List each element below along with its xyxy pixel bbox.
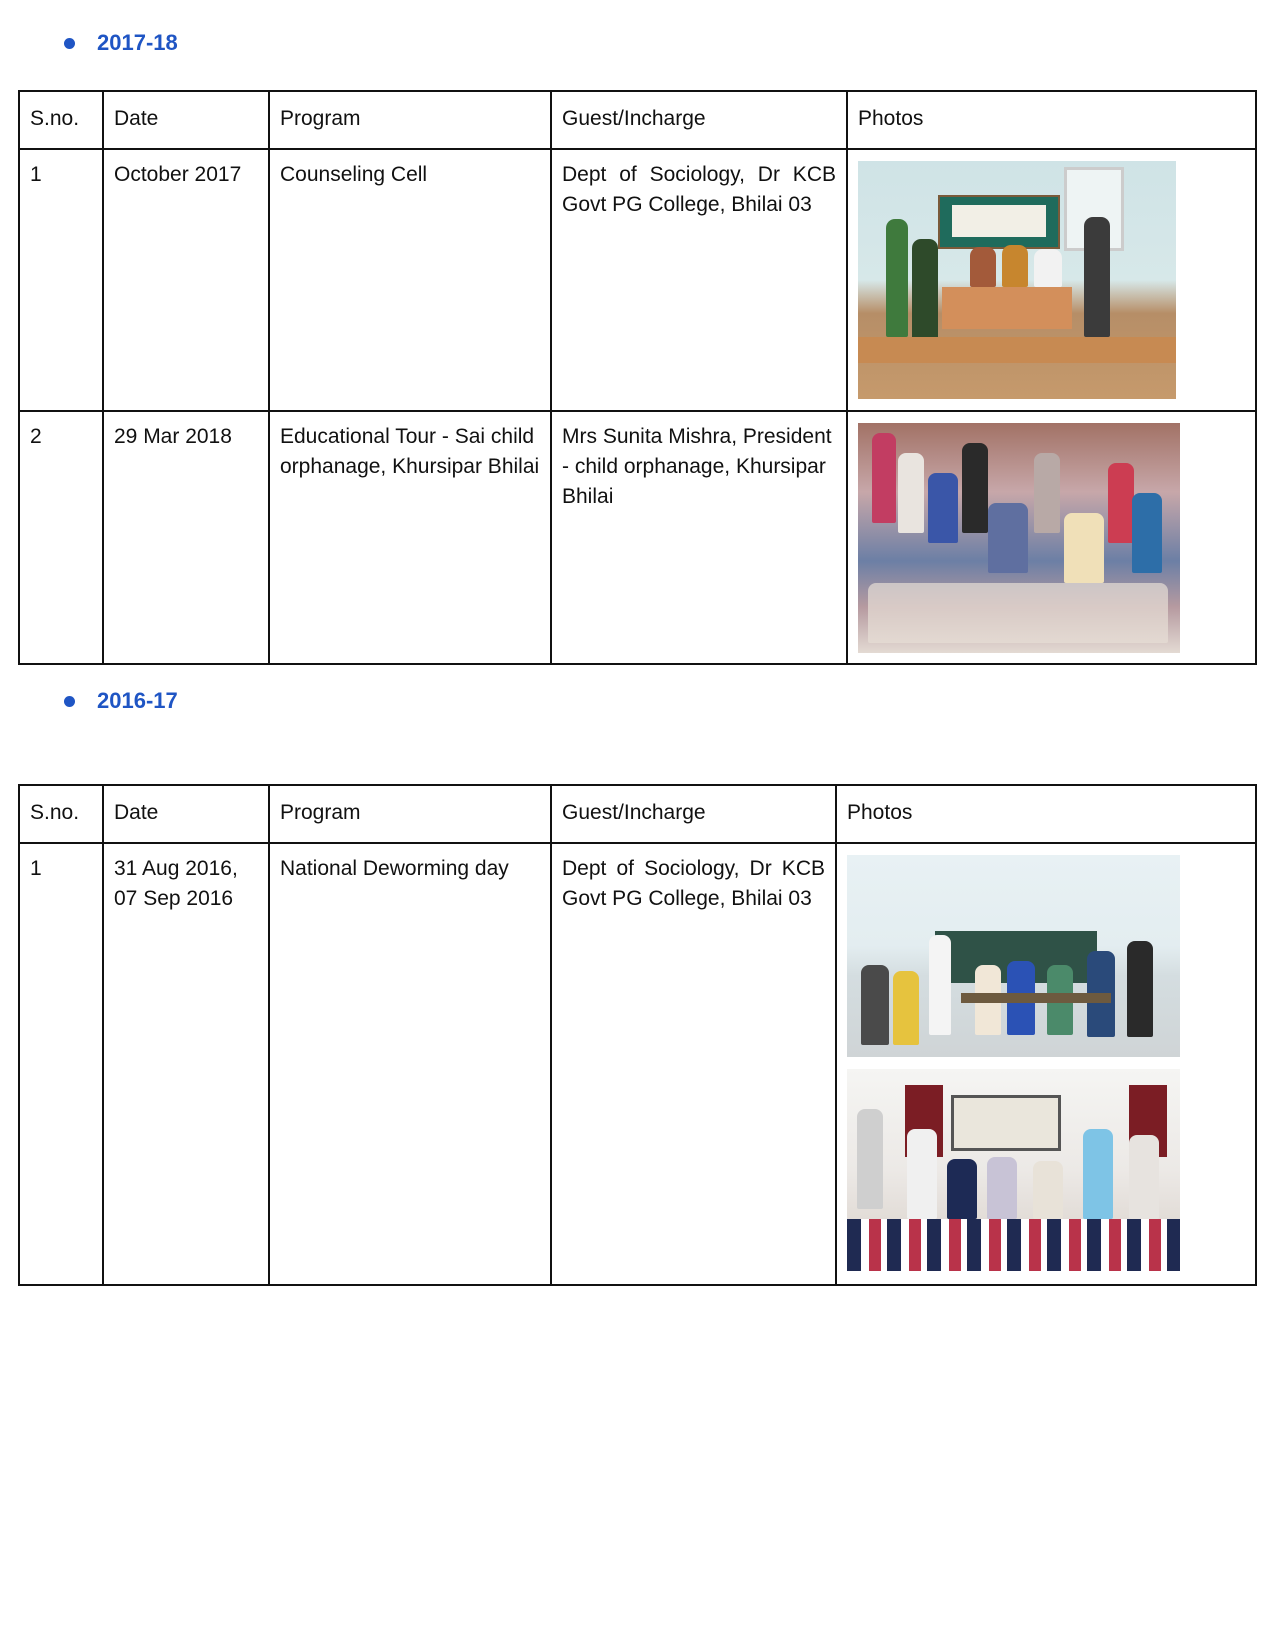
cell-guest: Mrs Sunita Mishra, President - child orphanage, Khursipar Bhilai: [551, 411, 847, 664]
events-table-2017-18: [18, 90, 1257, 665]
header-sno: S.no.: [19, 785, 103, 843]
section-year: 2017-18: [97, 30, 178, 55]
cell-date: 31 Aug 2016, 07 Sep 2016: [103, 843, 269, 1285]
deworming-photo-2: [847, 1069, 1180, 1271]
section-heading-2016-17: [64, 688, 178, 714]
header-photos: Photos: [847, 91, 1256, 149]
bullet-icon: [64, 38, 75, 49]
cell-photos: [847, 411, 1256, 664]
header-date: Date: [103, 91, 269, 149]
cell-guest: Dept of Sociology, Dr KCB Govt PG College, Bhilai 03: [551, 149, 847, 411]
cell-sno: 2: [19, 411, 103, 664]
header-photos: Photos: [836, 785, 1256, 843]
table-row: [19, 843, 1256, 1285]
orphanage-group-photo: [858, 423, 1180, 653]
deworming-photo-1: [847, 855, 1180, 1057]
cell-guest: Dept of Sociology, Dr KCB Govt PG College, Bhilai 03: [551, 843, 836, 1285]
table-row: [19, 411, 1256, 664]
cell-program: Counseling Cell: [269, 149, 551, 411]
table-row: [19, 149, 1256, 411]
header-sno: S.no.: [19, 91, 103, 149]
table-header-row: [19, 785, 1256, 843]
header-guest: Guest/Incharge: [551, 91, 847, 149]
header-program: Program: [269, 785, 551, 843]
cell-photos: [836, 843, 1256, 1285]
bullet-icon: [64, 696, 75, 707]
cell-date: 29 Mar 2018: [103, 411, 269, 664]
cell-date: October 2017: [103, 149, 269, 411]
counseling-cell-photo: [858, 161, 1176, 399]
header-date: Date: [103, 785, 269, 843]
section-heading-2017-18: [64, 30, 178, 56]
header-guest: Guest/Incharge: [551, 785, 836, 843]
table-header-row: [19, 91, 1256, 149]
cell-program: Educational Tour - Sai child orphanage, Khursipar Bhilai: [269, 411, 551, 664]
cell-sno: 1: [19, 149, 103, 411]
header-program: Program: [269, 91, 551, 149]
cell-sno: 1: [19, 843, 103, 1285]
section-year: 2016-17: [97, 688, 178, 713]
cell-program: National Deworming day: [269, 843, 551, 1285]
events-table-2016-17: [18, 784, 1257, 1286]
cell-photos: [847, 149, 1256, 411]
